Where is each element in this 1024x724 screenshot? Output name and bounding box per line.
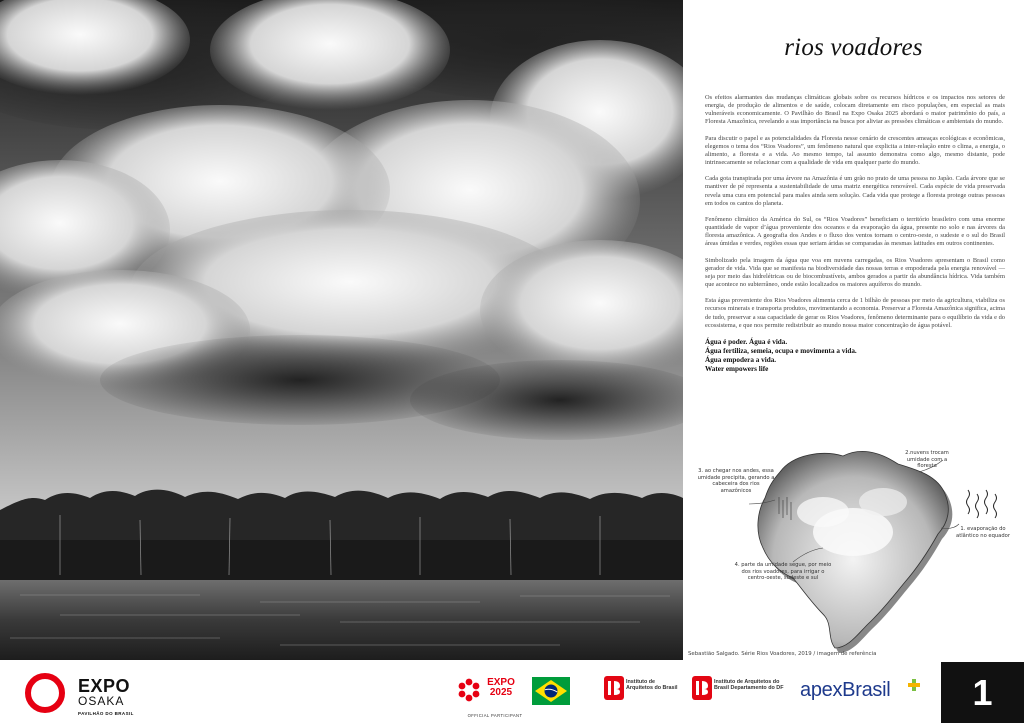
expo-osaka-logo bbox=[22, 670, 152, 716]
page-number: 1 bbox=[941, 662, 1024, 723]
apex-plus-icon bbox=[908, 679, 920, 691]
brazil-map-diagram bbox=[683, 442, 1024, 657]
official-participant-label: OFFICIAL PARTICIPANT bbox=[467, 713, 523, 718]
brazil-flag-icon bbox=[532, 677, 570, 705]
paragraph: Esta água proveniente dos Rios Voadores alimenta cerca de 1 bilhão de pessoas por meio da agricultura, viabiliza os recursos minerais e transporta produtos, movimentando a economia. Preservar a Floresta Amazônica significa, acima de tudo, preservar a sua capacidade de gerar os Rios Voadores, fenômeno determinante para o equilíbrio da vida e do ecossistema, e que nos permite redistribuir ao mundo nossa maior concentração de água potável. bbox=[705, 297, 1005, 329]
paragraph: Os efeitos alarmantes das mudanças climáticas globais sobre os recursos hídricos e os impactos nos setores de energia, de produção de alimentos e de saúde, colocam diretamente em risco populações, em especial as mais vulneráveis economicamente. O Pavilhão do Brasil na Expo Osaka 2025 abordará o maior patrimônio do país, a Floresta Amazônica, revelando a sua importância na busca por aliviar as pressões climáticas e ambientais do mundo. bbox=[705, 94, 1005, 126]
motto bbox=[705, 338, 1005, 374]
map-label-4: 4. parte da umidade segue, por meio dos rios voadores, para irrigar o centro-oeste, sudeste e sul bbox=[734, 562, 832, 582]
iab-icon bbox=[604, 676, 624, 700]
osaka-logo-word: OSAKA bbox=[78, 694, 125, 708]
paragraph: Cada gota transpirada por uma árvore na Amazônia é um grão no prato de uma pessoa no Japão. Cada árvore que se mantiver de pé representa a sustentabilidade de uma matriz energética renovável. Cada espécie de vida preservada revela uma cura em potencial para males ainda sem solução. Cada vida que protege a floresta protege outras pessoas em todos os cantos do planeta. bbox=[705, 175, 1005, 207]
expo2025-logo bbox=[457, 674, 529, 724]
expo2025-label: EXPO 2025 bbox=[487, 677, 515, 698]
page-title: rios voadores bbox=[784, 34, 923, 61]
motto-line: Água fertiliza, semeia, ocupa e movimenta a vida. bbox=[705, 347, 857, 356]
motto-line: Water empowers life bbox=[705, 365, 769, 374]
iab-df-label: Instituto de Arquitetos do Brasil Departamento do DF bbox=[714, 679, 784, 692]
paragraph: Simbolizado pela imagem da água que voa em nuvens carregadas, os Rios Voadores apresentam o Brasil como gerador de vida. Vida que se manifesta na biodiversidade das nossas terras e empoderada pela energia renovável — seja por meio das hidrelétricas ou de biocombustíveis, ambos gerados a partir da abundância hídrica. Vida também que acontece no subterrâneo, onde estão localizados os maiores aquíferos do mundo. bbox=[705, 256, 1005, 288]
apex-brasil-logo: apexBrasil bbox=[800, 679, 891, 701]
expo-logo-word: EXPO bbox=[78, 676, 131, 696]
map-label-1: 1. evaporação do atlântico no equador bbox=[956, 526, 1010, 539]
iab-icon bbox=[692, 676, 712, 700]
iab-logo bbox=[604, 676, 684, 708]
footer bbox=[0, 662, 1024, 723]
paragraph: Fenômeno climático da América do Sul, os “Rios Voadores” beneficiam o território brasileiro com uma enorme quantidade de vapor d’água proveniente dos oceanos e da evaporação da água, presente no solo e nas árvores da floresta amazônica. A geografia dos Andes e o fluxo dos ventos tornam o centro-oeste, o sudeste e o sul do Brasil áreas úmidas e verdes, regiões essas que seriam áridas se comparadas às mesmas latitudes em outros continentes. bbox=[705, 216, 1005, 248]
body-text bbox=[705, 94, 1005, 374]
photo-caption: Sebastião Salgado. Série Rios Voadores, 2019 / imagem de referência bbox=[688, 651, 877, 657]
expo2025-mascot-icon bbox=[457, 678, 481, 702]
motto-line: Água empodera a vida. bbox=[705, 356, 777, 365]
iab-label: Instituto de Arquitetos do Brasil bbox=[626, 679, 678, 692]
map-label-2: 2.nuvens trocam umidade com a floresta bbox=[905, 450, 949, 470]
motto-line: Água é poder. Água é vida. bbox=[705, 338, 788, 347]
expo-ring-icon bbox=[22, 670, 68, 716]
iab-df-logo bbox=[692, 676, 782, 708]
pavilion-label: PAVILHÃO DO BRASIL bbox=[78, 711, 134, 716]
map-label-3: 3. ao chegar nos andes, essa umidade precipita, gerando a cabeceira dos rios amazônicos bbox=[697, 468, 775, 494]
paragraph: Para discutir o papel e as potencialidades da Floresta nesse cenário de crescentes ameaças ecológicas e econômicas, elegemos o tema dos “Rios Voadores”, um fenômeno natural que explicita a inter-relação entre o clima, a energia, o alimento, a floresta e a vida. Ao mesmo tempo, tal assunto demonstra como algo, mesmo distante, pode intrinsecamente se relacionar com a qualidade de vida em qualquer parte do mundo. bbox=[705, 134, 1005, 166]
text-panel bbox=[683, 0, 1024, 660]
